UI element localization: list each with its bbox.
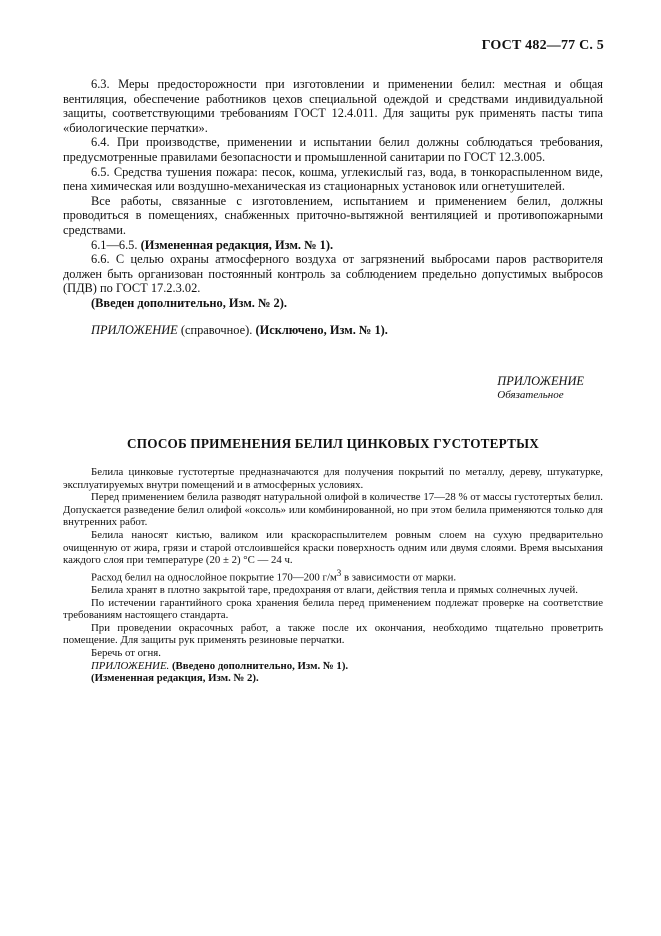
amendment-note-6-6: (Введен дополнительно, Изм. № 2).	[91, 295, 287, 310]
paragraph-6-5: 6.5. Средства тушения пожара: песок, кошма, углекислый газ, вода, в тонкораспыленном виде, пена химическая или воздушно-механическая из стационарных установок или огнетушителей.	[63, 164, 603, 194]
appendix-amendment-2: (Измененная редакция, Изм. № 2).	[91, 672, 259, 685]
amendment-note-6-1-6-5	[63, 238, 603, 253]
appendix-paragraph-ventilation: При проведении окрасочных работ, а также после их окончания, необходимо тщательно проветрить помещение. Для защиты рук применять резиновые перчатки.	[63, 621, 603, 647]
appendix-paragraph-thinning: Перед применением белила разводят натуральной олифой в количестве 17—28 % от массы густотертых белил. Допускается разведение белил олифой «оксоль» или комбинированной, но при этом белила применяются только для внутренних работ.	[63, 491, 603, 529]
consumption-text: Расход белил на однослойное покрытие 170—200 г/м	[91, 571, 337, 584]
appendix-paragraph-fire: Беречь от огня.	[91, 646, 161, 659]
appendix-paragraph-shelf-life: По истечении гарантийного срока хранения белила перед применением подлежат проверке на соответствие требованиям настоящего стандарта.	[63, 596, 603, 622]
appendix-amendment-label: ПРИЛОЖЕНИЕ.	[91, 659, 170, 672]
appendix-kind: (справочное).	[177, 322, 256, 337]
safety-section	[63, 77, 603, 337]
consumption-superscript: 3	[336, 567, 342, 578]
appendix-paragraph-application: Белила наносят кистью, валиком или краскораспылителем ровным слоем на сухую предварительно очищенную от жира, грязи и старой отслоившейся краски поверхность одним или двумя слоями. Время высыхания каждого слоя при температуре (20 ± 2) °С — 24 ч.	[63, 528, 603, 567]
appendix-excluded: (Исключено, Изм. № 1).	[255, 322, 388, 337]
appendix-sublabel: Обязательное	[497, 389, 564, 401]
paragraph-6-3: 6.3. Меры предосторожности при изготовлении и применении белил: местная и общая вентиляция, обеспечение работников цехов специальной одеждой и средствами индивидуальной защиты, соответствующими требованиям ГОСТ 12.4.011. Для защиты рук применять пасты типа «биологические перчатки».	[63, 77, 603, 135]
appendix-amendment-1	[63, 660, 603, 673]
appendix-paragraph-purpose: Белила цинковые густотертые предназначаются для получения покрытий по металлу, дереву, штукатурке, эксплуатируемых внутри помещений и в атмосферных условиях.	[63, 466, 603, 491]
amendment-text: (Измененная редакция, Изм. № 1).	[140, 237, 334, 252]
appendix-label: ПРИЛОЖЕНИЕ	[497, 374, 584, 388]
appendix-paragraph-consumption	[63, 567, 603, 584]
amendment-ref: 6.1—6.5.	[91, 237, 138, 252]
appendix-excluded-note	[63, 323, 603, 338]
appendix-paragraph-storage: Белила хранят в плотно закрытой таре, предохраняя от влаги, действия тепла и прямых солнечных лучей.	[91, 583, 578, 596]
appendix-amendment-text: (Введено дополнительно, Изм. № 1).	[169, 659, 349, 672]
paragraph-6-4: 6.4. При производстве, применении и испытании белил должны соблюдаться требования, предусмотренные правилами безопасности и промышленной санитарии по ГОСТ 12.3.005.	[63, 135, 603, 164]
appendix-body	[63, 466, 603, 685]
appendix-word: ПРИЛОЖЕНИЕ	[91, 322, 178, 337]
appendix-title: СПОСОБ ПРИМЕНЕНИЯ БЕЛИЛ ЦИНКОВЫХ ГУСТОТЕРТЫХ	[127, 436, 539, 451]
page-header: ГОСТ 482—77 С. 5	[481, 38, 604, 53]
appendix-label-block	[497, 374, 584, 402]
paragraph-6-6: 6.6. С целью охраны атмосферного воздуха от загрязнений выбросами паров растворителя должен быть организован постоянный контроль за соблюдением предельно допустимых выбросов (ПДВ) по ГОСТ 17.2.3.02.	[63, 252, 603, 296]
consumption-tail: в зависимости от марки.	[341, 571, 457, 584]
paragraph-all-works: Все работы, связанные с изготовлением, испытанием и применением белил, должны проводиться в помещениях, снабженных приточно-вытяжной вентиляцией и противопожарными средствами.	[63, 193, 603, 237]
